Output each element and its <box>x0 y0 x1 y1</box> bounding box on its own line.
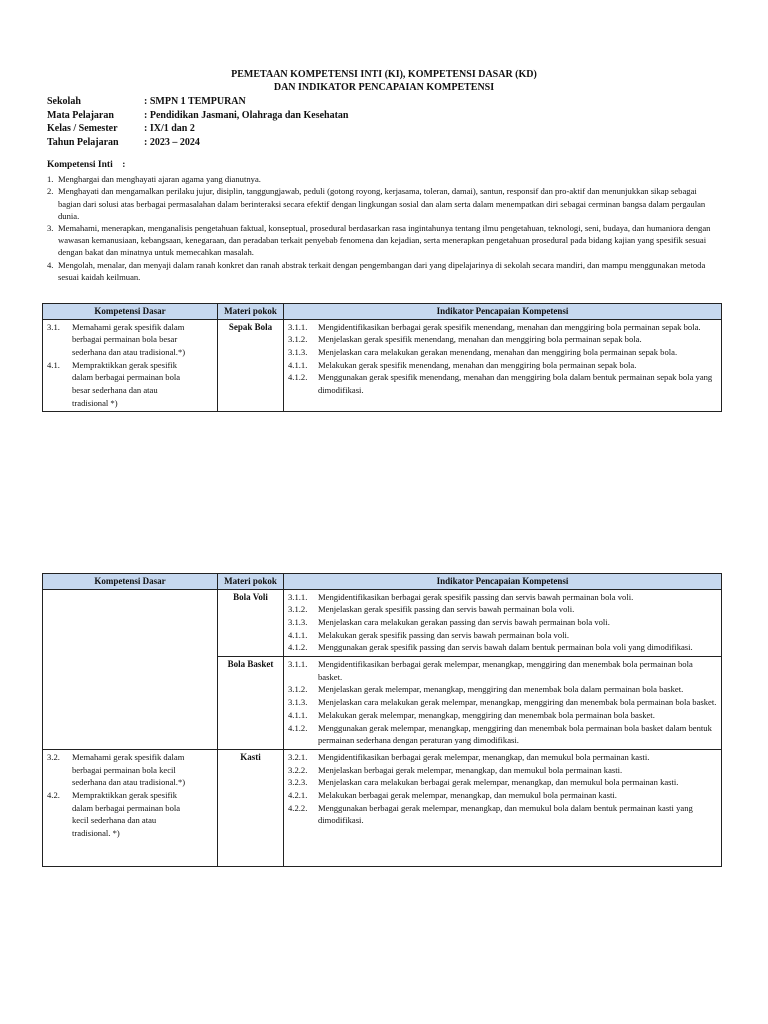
ki-number: 2. <box>47 186 54 197</box>
indicator-number: 3.1.1. <box>288 659 308 670</box>
indicator-number: 3.1.3. <box>288 616 308 627</box>
kd-cell <box>43 319 218 412</box>
indicator-number: 3.2.2. <box>288 764 308 775</box>
indikator-cell <box>284 319 722 412</box>
info-key: Kelas / Semester <box>47 123 118 134</box>
ki-number: 3. <box>47 223 54 234</box>
materi-cell: Bola Voli <box>218 589 284 657</box>
school-info <box>47 95 348 149</box>
indicator-text: Menggunakan gerak spesifik menendang, menahan dan menggiring bola dalam bentuk permainan sepak bola yang dimodifikasi. <box>318 372 713 396</box>
indicator-item <box>288 751 717 764</box>
header-indikator: Indikator Pencapaian Kompetensi <box>284 304 722 320</box>
table-row <box>43 749 722 866</box>
indicator-number: 4.1.2. <box>288 722 308 733</box>
indicator-number: 4.1.1. <box>288 709 308 720</box>
indicator-number: 4.2.1. <box>288 790 308 801</box>
indicator-text: Menjelaskan gerak spesifik menendang, menahan dan menggiring bola permainan sepak bola. <box>318 334 642 345</box>
kd-text: Mempraktikkan gerak spesifik dalam berbagai permainan bola kecil sederhana dan atau tradisional. *) <box>72 790 181 839</box>
materi-cell: Bola Basket <box>218 657 284 750</box>
indicator-item <box>288 802 717 827</box>
indicator-text: Menjelaskan cara melakukan gerakan menendang, menahan dan menggiring bola permainan sepak bola. <box>318 346 678 357</box>
indicator-text: Menjelaskan gerak spesifik passing dan servis bawah permainan bola voli. <box>318 604 575 615</box>
indicator-item <box>288 683 717 696</box>
kd-text: Memahami gerak spesifik dalam berbagai permainan bola kecil sederhana dan atau tradisional.*) <box>72 751 186 788</box>
indikator-cell <box>284 657 722 750</box>
header-kompetensi-dasar: Kompetensi Dasar <box>43 574 218 590</box>
indicator-item <box>288 333 717 346</box>
indicator-number: 3.1.2. <box>288 604 308 615</box>
kompetensi-inti-section <box>47 159 719 283</box>
indicator-number: 4.1.2. <box>288 642 308 653</box>
info-row-class <box>47 122 348 136</box>
indicator-text: Melakukan gerak melempar, menangkap, menggiring dan menembak bola permainan bola basket. <box>318 709 655 720</box>
info-value: : IX/1 dan 2 <box>144 123 195 134</box>
ki-item <box>47 173 719 185</box>
ki-text: Menghargai dan menghayati ajaran agama yang dianutnya. <box>58 174 261 185</box>
indicator-text: Melakukan berbagai gerak melempar, menangkap, dan memukul bola permainan kasti. <box>318 790 617 801</box>
indicator-number: 3.1.2. <box>288 334 308 345</box>
indicator-number: 4.2.2. <box>288 802 308 813</box>
info-key: Tahun Pelajaran <box>47 136 119 148</box>
indicator-text: Menjelaskan cara melakukan gerakan passing dan servis bawah permainan bola voli. <box>318 616 610 627</box>
ki-number: 1. <box>47 174 54 185</box>
materi-cell: Sepak Bola <box>218 319 284 412</box>
indicator-item <box>288 591 717 604</box>
indicator-text: Menjelaskan gerak melempar, menangkap, menggiring dan menembak bola dalam permainan bola basket. <box>318 684 684 695</box>
indicator-number: 3.1.2. <box>288 684 308 695</box>
indicator-number: 3.1.3. <box>288 697 308 708</box>
kd-number: 3.1. <box>47 321 60 332</box>
indicator-number: 4.1.1. <box>288 359 308 370</box>
indicator-item <box>288 776 717 789</box>
header-materi-pokok: Materi pokok <box>218 304 284 320</box>
kd-item <box>47 751 213 789</box>
indicator-number: 4.1.2. <box>288 372 308 383</box>
indicator-item <box>288 346 717 359</box>
kd-number: 4.1. <box>47 359 60 370</box>
materi-cell: Kasti <box>218 749 284 866</box>
indicator-item <box>288 371 717 396</box>
title-line-2: DAN INDIKATOR PENCAPAIAN KOMPETENSI <box>273 82 495 93</box>
info-row-year <box>47 136 348 150</box>
indicator-item <box>288 722 717 747</box>
indicator-item <box>288 359 717 372</box>
indicator-text: Menggunakan gerak melempar, menangkap, menggiring dan menembak bola permainan bola basket dalam bentuk permainan sederhana dengan peraturan yang dimodifikasi. <box>318 722 712 746</box>
kd-cell <box>43 749 218 866</box>
table-header-row <box>43 574 722 590</box>
indicator-item <box>288 709 717 722</box>
indicator-item <box>288 658 717 683</box>
indicator-item <box>288 616 717 629</box>
ki-text: Memahami, menerapkan, menganalisis pengetahuan faktual, konseptual, prosedural berdasarkan rasa ingintahunya tentang ilmu pengetahuan, teknologi, seni, budaya, dan humaniora dengan wawasan kemanusiaan, kebangsaan, kenegaraan, dan peradaban terkait penyebab fenomena dan kejadian, serta menerapkan pengetahuan prosedural pada bidang kajian yang spesifik sesuai dengan bakat dan minatnya untuk memecahkan masalah. <box>58 223 711 258</box>
indikator-cell <box>284 749 722 866</box>
table-row <box>43 319 722 412</box>
header-indikator: Indikator Pencapaian Kompetensi <box>284 574 722 590</box>
kd-item <box>47 321 213 359</box>
indicator-text: Menjelaskan cara melakukan gerak melempar, menangkap, menggiring dan menembak bola permainan bola basket. <box>318 697 717 708</box>
indicator-number: 3.1.1. <box>288 591 308 602</box>
indicator-text: Melakukan gerak spesifik menendang, menahan dan menggiring bola permainan sepak bola. <box>318 359 637 370</box>
indicator-item <box>288 641 717 654</box>
kd-text: Memahami gerak spesifik dalam berbagai permainan bola besar sederhana dan atau tradisional.*) <box>72 321 186 357</box>
title-line-1: PEMETAAN KOMPETENSI INTI (KI), KOMPETENSI DASAR (KD) <box>231 69 537 80</box>
indicator-text: Mengidentifikasikan berbagai gerak melempar, menangkap, dan memukul bola permainan kasti. <box>318 751 650 762</box>
kd-item <box>47 359 213 410</box>
info-key: Sekolah <box>47 96 81 107</box>
indicator-text: Menggunakan berbagai gerak melempar, menangkap, dan memukul bola dalam bentuk permainan kasti yang dimodifikasi. <box>318 802 693 826</box>
info-key: Mata Pelajaran <box>47 109 114 121</box>
indicator-text: Menggunakan gerak spesifik passing dan servis bawah dalam bentuk permainan bola voli yang dimodifikasi. <box>318 642 693 653</box>
indicator-number: 3.1.1. <box>288 321 308 332</box>
ki-text: Mengolah, menalar, dan menyaji dalam ranah konkret dan ranah abstrak terkait dengan pengembangan dari yang dipelajarinya di sekolah secara mandiri, dan mampu menggunakan metoda sesuai kaidah keilmuan. <box>58 259 706 282</box>
table-header-row <box>43 304 722 320</box>
indicator-text: Mengidentifikasikan berbagai gerak spesifik menendang, menahan dan menggiring bola permainan sepak bola. <box>318 321 701 332</box>
kd-item <box>47 789 213 840</box>
ki-text: Menghayati dan mengamalkan perilaku jujur, disiplin, tanggungjawab, peduli (gotong royong, kerjasama, toleran, damai), santun, responsif dan pro-aktif dan menunjukkan sikap sebagai bagian dari solusi atas berbagai permasalahan dalam berinteraksi secara efektif dengan lingkungan sosial dan alam serta dalam menempatkan diri sebagai cerminan bangsa dalam pergaulan dunia. <box>58 186 706 221</box>
competency-table-2 <box>42 573 722 867</box>
document-title <box>0 68 768 94</box>
ki-item <box>47 222 719 259</box>
header-kompetensi-dasar: Kompetensi Dasar <box>43 304 218 320</box>
indicator-text: Mengidentifikasikan berbagai gerak spesifik passing dan servis bawah permainan bola voli. <box>318 591 634 602</box>
indicator-text: Melakukan gerak spesifik passing dan servis bawah permainan bola voli. <box>318 629 570 640</box>
ki-item <box>47 185 719 222</box>
indicator-item <box>288 696 717 709</box>
indicator-item <box>288 764 717 777</box>
header-materi-pokok: Materi pokok <box>218 574 284 590</box>
indicator-number: 4.1.1. <box>288 629 308 640</box>
info-value: : Pendidikan Jasmani, Olahraga dan Kesehatan <box>144 109 349 121</box>
indikator-cell <box>284 589 722 657</box>
info-value: : SMPN 1 TEMPURAN <box>144 96 246 107</box>
indicator-item <box>288 629 717 642</box>
kd-text: Mempraktikkan gerak spesifik dalam berbagai permainan bola besar sederhana dan atau tradisional *) <box>72 359 181 408</box>
ki-item <box>47 259 719 283</box>
kd-number: 4.2. <box>47 790 60 801</box>
kd-cell <box>43 589 218 749</box>
indicator-text: Menjelaskan cara melakukan berbagai gerak melempar, menangkap, dan memukul bola permainan kasti. <box>318 777 679 788</box>
info-row-school <box>47 95 348 109</box>
indicator-text: Mengidentifikasikan berbagai gerak melempar, menangkap, menggiring dan menembak bola permainan bola basket. <box>318 659 693 682</box>
indicator-text: Menjelaskan berbagai gerak melempar, menangkap, dan memukul bola permainan kasti. <box>318 764 623 775</box>
table-row <box>43 589 722 657</box>
kd-number: 3.2. <box>47 751 60 762</box>
indicator-number: 3.2.3. <box>288 777 308 788</box>
indicator-item <box>288 789 717 802</box>
indicator-item <box>288 321 717 334</box>
ki-number: 4. <box>47 259 54 270</box>
info-row-subject <box>47 109 348 123</box>
indicator-number: 3.2.1. <box>288 751 308 762</box>
competency-table-1 <box>42 303 722 412</box>
indicator-item <box>288 603 717 616</box>
ki-heading: Kompetensi Inti : <box>47 160 126 170</box>
indicator-number: 3.1.3. <box>288 346 308 357</box>
info-value: : 2023 – 2024 <box>144 136 200 148</box>
